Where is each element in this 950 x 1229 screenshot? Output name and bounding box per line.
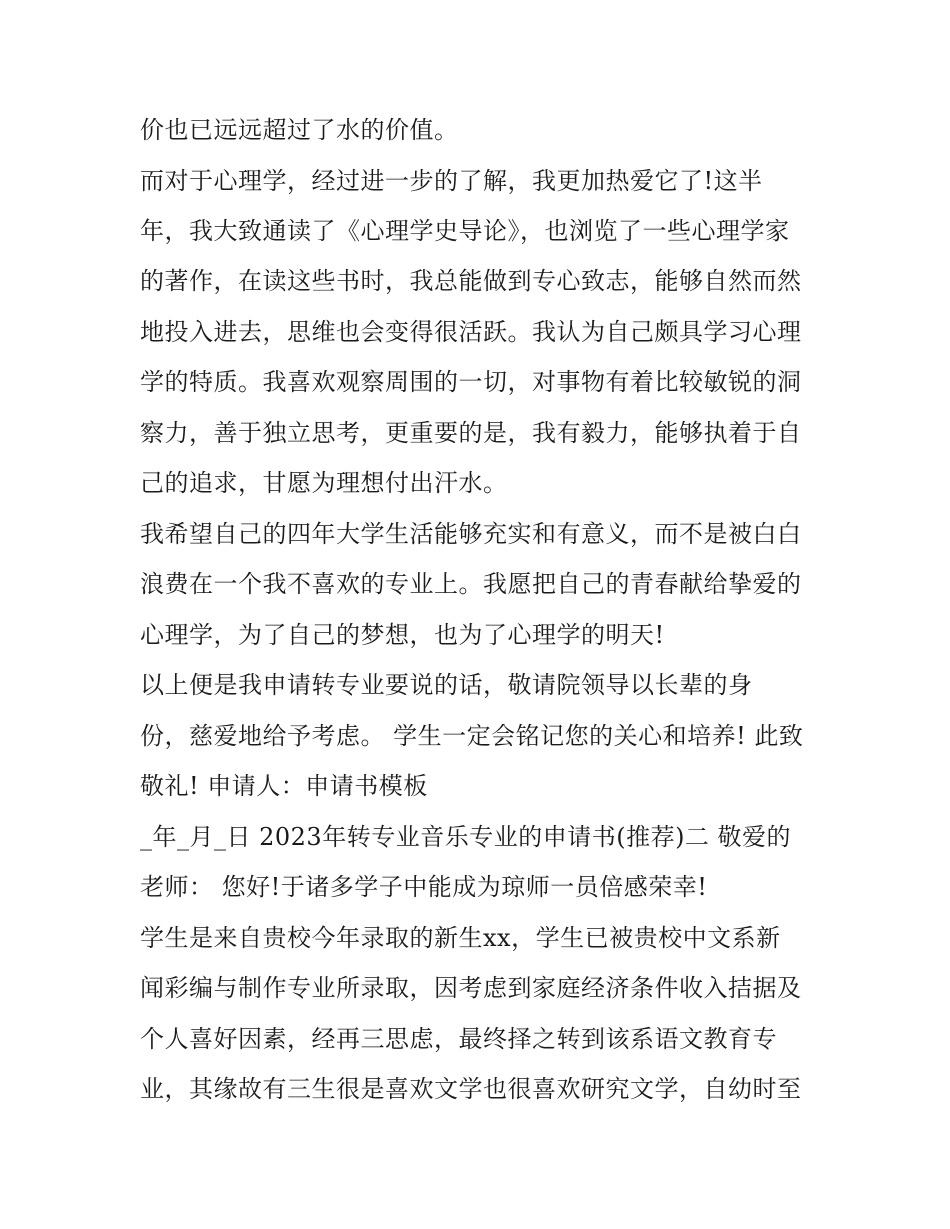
text-line: 己的追求，甘愿为理想付出汗水。 bbox=[140, 469, 508, 497]
text-line: 学生是来自贵校今年录取的新生xx，学生已被贵校中文系新 bbox=[140, 924, 781, 952]
text-line: 敬礼! 申请人：申请书模板 bbox=[140, 772, 428, 800]
text-line: 学的特质。我喜欢观察周围的一切，对事物有着比较敏锐的洞 bbox=[140, 368, 802, 396]
text-line: 浪费在一个我不喜欢的专业上。我愿把自己的青春献给挚爱的 bbox=[140, 570, 802, 598]
text-line: 业，其缘故有三生很是喜欢文学也很喜欢研究文学，自幼时至 bbox=[140, 1075, 802, 1103]
text-line: 老师： 您好!于诸多学子中能成为琼师一员倍感荣幸! bbox=[140, 873, 708, 901]
text-line: 察力，善于独立思考，更重要的是，我有毅力，能够执着于自 bbox=[140, 419, 802, 447]
text-line: 以上便是我申请转专业要说的话，敬请院领导以长辈的身 bbox=[140, 671, 753, 699]
text-line: 份，慈爱地给予考虑。 学生一定会铭记您的关心和培养! 此致 bbox=[140, 722, 804, 750]
text-line: 地投入进去，思维也会变得很活跃。我认为自己颇具学习心理 bbox=[140, 318, 802, 346]
text-line: 心理学，为了自己的梦想，也为了心理学的明天! bbox=[140, 621, 665, 649]
text-line: 年，我大致通读了《心理学史导论》，也浏览了一些心理学家 bbox=[140, 217, 790, 245]
text-line: 个人喜好因素，经再三思虑，最终择之转到该系语文教育专 bbox=[140, 1025, 777, 1053]
text-line: 我希望自己的四年大学生活能够充实和有意义，而不是被白白 bbox=[140, 520, 802, 548]
text-line: 的著作，在读这些书时，我总能做到专心致志，能够自然而然 bbox=[140, 267, 802, 295]
text-line: 价也已远远超过了水的价值。 bbox=[140, 116, 459, 144]
text-line: 而对于心理学，经过进一步的了解，我更加热爱它了!这半 bbox=[140, 167, 763, 195]
text-line: 闻彩编与制作专业所录取，因考虑到家庭经济条件收入拮据及 bbox=[140, 974, 802, 1002]
text-line: _年_月_日 2023年转专业音乐专业的申请书(推荐)二 敬爱的 bbox=[140, 823, 792, 851]
